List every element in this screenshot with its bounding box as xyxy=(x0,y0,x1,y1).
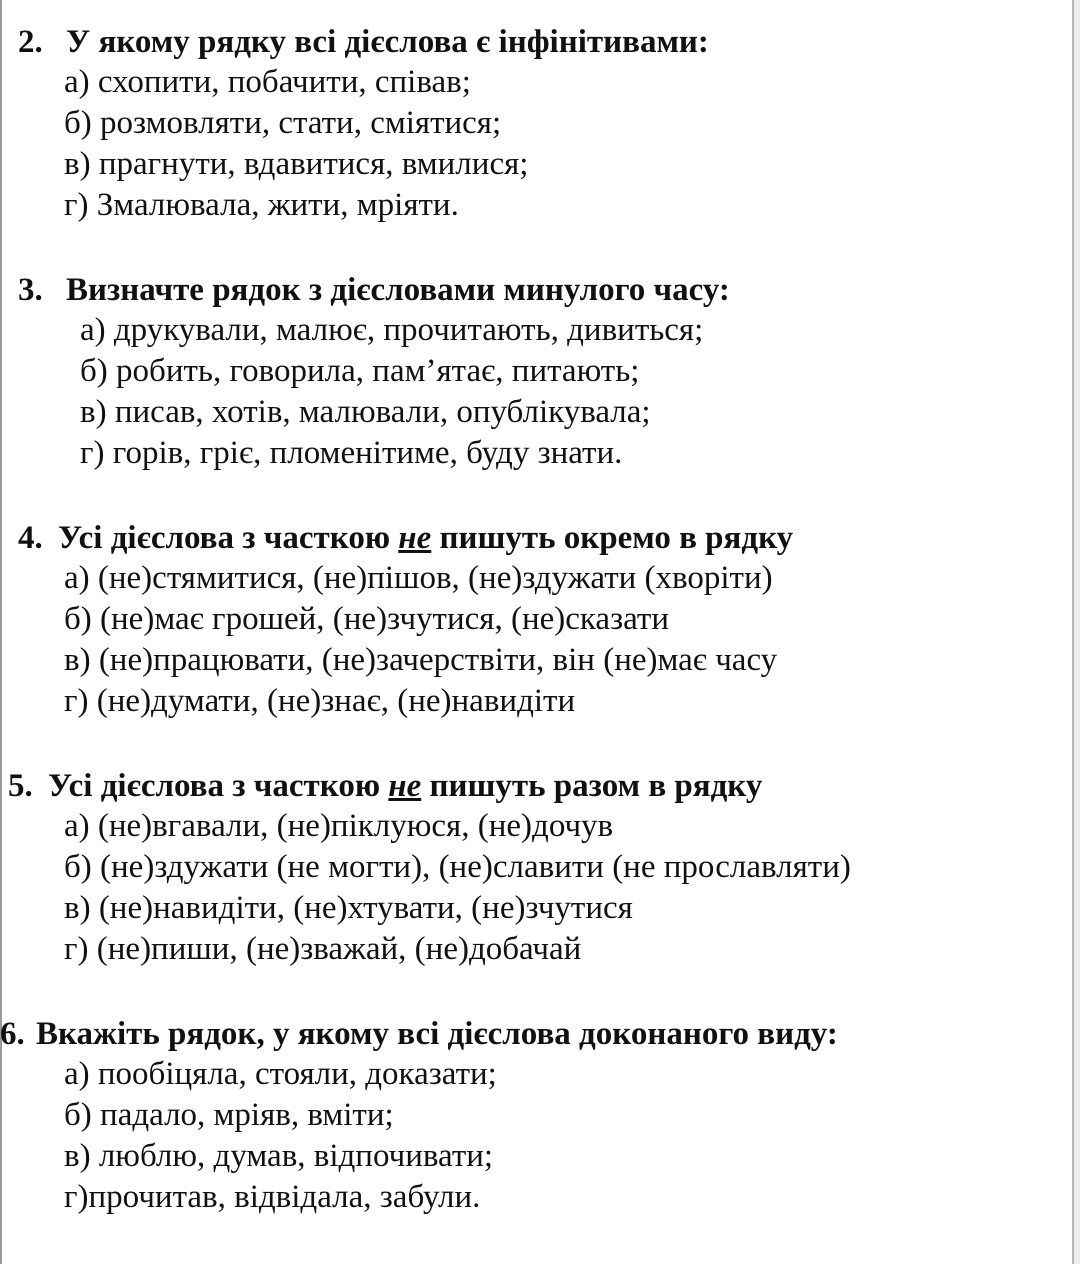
answer-option-d: г)прочитав, відвідала, забули. xyxy=(64,1179,481,1215)
question-text: У якому рядку всі дієслова є інфінітивами: xyxy=(66,24,709,60)
question-text-after: пишуть окремо в рядку xyxy=(439,520,794,556)
answer-option-a: а) друкували, малює, прочитають, дивиться; xyxy=(80,312,704,348)
question-title xyxy=(0,1014,1060,1054)
answer-option-d: г) Змалювала, жити, мріяти. xyxy=(64,187,459,223)
answer-option-d: г) (не)пиши, (не)зважай, (не)добачай xyxy=(64,931,582,967)
answer-option-a: а) пообіцяла, стояли, доказати; xyxy=(64,1056,497,1092)
answer-option-a: а) (не)стямитися, (не)пішов, (не)здужати (хворіти) xyxy=(64,560,773,596)
question-title xyxy=(0,22,1060,62)
question-3 xyxy=(0,270,1060,474)
question-number: 3. xyxy=(18,272,43,308)
question-title xyxy=(0,766,1060,806)
answer-option-c: в) прагнути, вдавитися, вмилися; xyxy=(64,146,529,182)
question-6 xyxy=(0,1014,1060,1218)
answer-option-a: а) (не)вгавали, (не)піклуюся, (не)дочув xyxy=(64,808,614,844)
question-title xyxy=(0,518,1060,558)
particle-ne: не xyxy=(398,520,432,556)
answer-option-d: г) (не)думати, (не)знає, (не)навидіти xyxy=(64,683,576,719)
question-text-before: Усі дієслова з часткою xyxy=(58,520,391,556)
question-5 xyxy=(0,766,1060,970)
page-right-edge xyxy=(1072,0,1080,1264)
question-2 xyxy=(0,22,1060,226)
question-text-after: пишуть разом в рядку xyxy=(429,768,763,804)
answer-option-b: б) робить, говорила, пам’ятає, питають; xyxy=(80,353,640,389)
question-title xyxy=(0,270,1060,310)
answer-option-c: в) люблю, думав, відпочивати; xyxy=(64,1138,494,1174)
answer-option-b: б) розмовляти, стати, сміятися; xyxy=(64,105,502,141)
question-number: 6. xyxy=(0,1016,25,1052)
answer-option-b: б) падало, мріяв, вміти; xyxy=(64,1097,394,1133)
answer-option-a: а) схопити, побачити, співав; xyxy=(64,64,471,100)
question-text-before: Усі дієслова з часткою xyxy=(48,768,381,804)
particle-ne: не xyxy=(388,768,422,804)
question-number: 4. xyxy=(18,520,43,556)
answer-option-c: в) писав, хотів, малювали, опублікувала; xyxy=(80,394,651,430)
answer-option-c: в) (не)працювати, (не)зачерствіти, він (не)має часу xyxy=(64,642,778,678)
answer-option-c: в) (не)навидіти, (не)хтувати, (не)зчутися xyxy=(64,890,633,926)
question-text: Визначте рядок з дієсловами минулого часу: xyxy=(66,272,730,308)
answer-option-b: б) (не)має грошей, (не)зчутися, (не)сказати xyxy=(64,601,669,637)
question-4 xyxy=(0,518,1060,722)
question-number: 5. xyxy=(8,768,33,804)
answer-option-d: г) горів, гріє, пломенітиме, буду знати. xyxy=(80,435,623,471)
answer-option-b: б) (не)здужати (не могти), (не)славити (не прославляти) xyxy=(64,849,851,885)
question-text: Вкажіть рядок, у якому всі дієслова доконаного виду: xyxy=(36,1016,838,1052)
question-number: 2. xyxy=(18,24,43,60)
